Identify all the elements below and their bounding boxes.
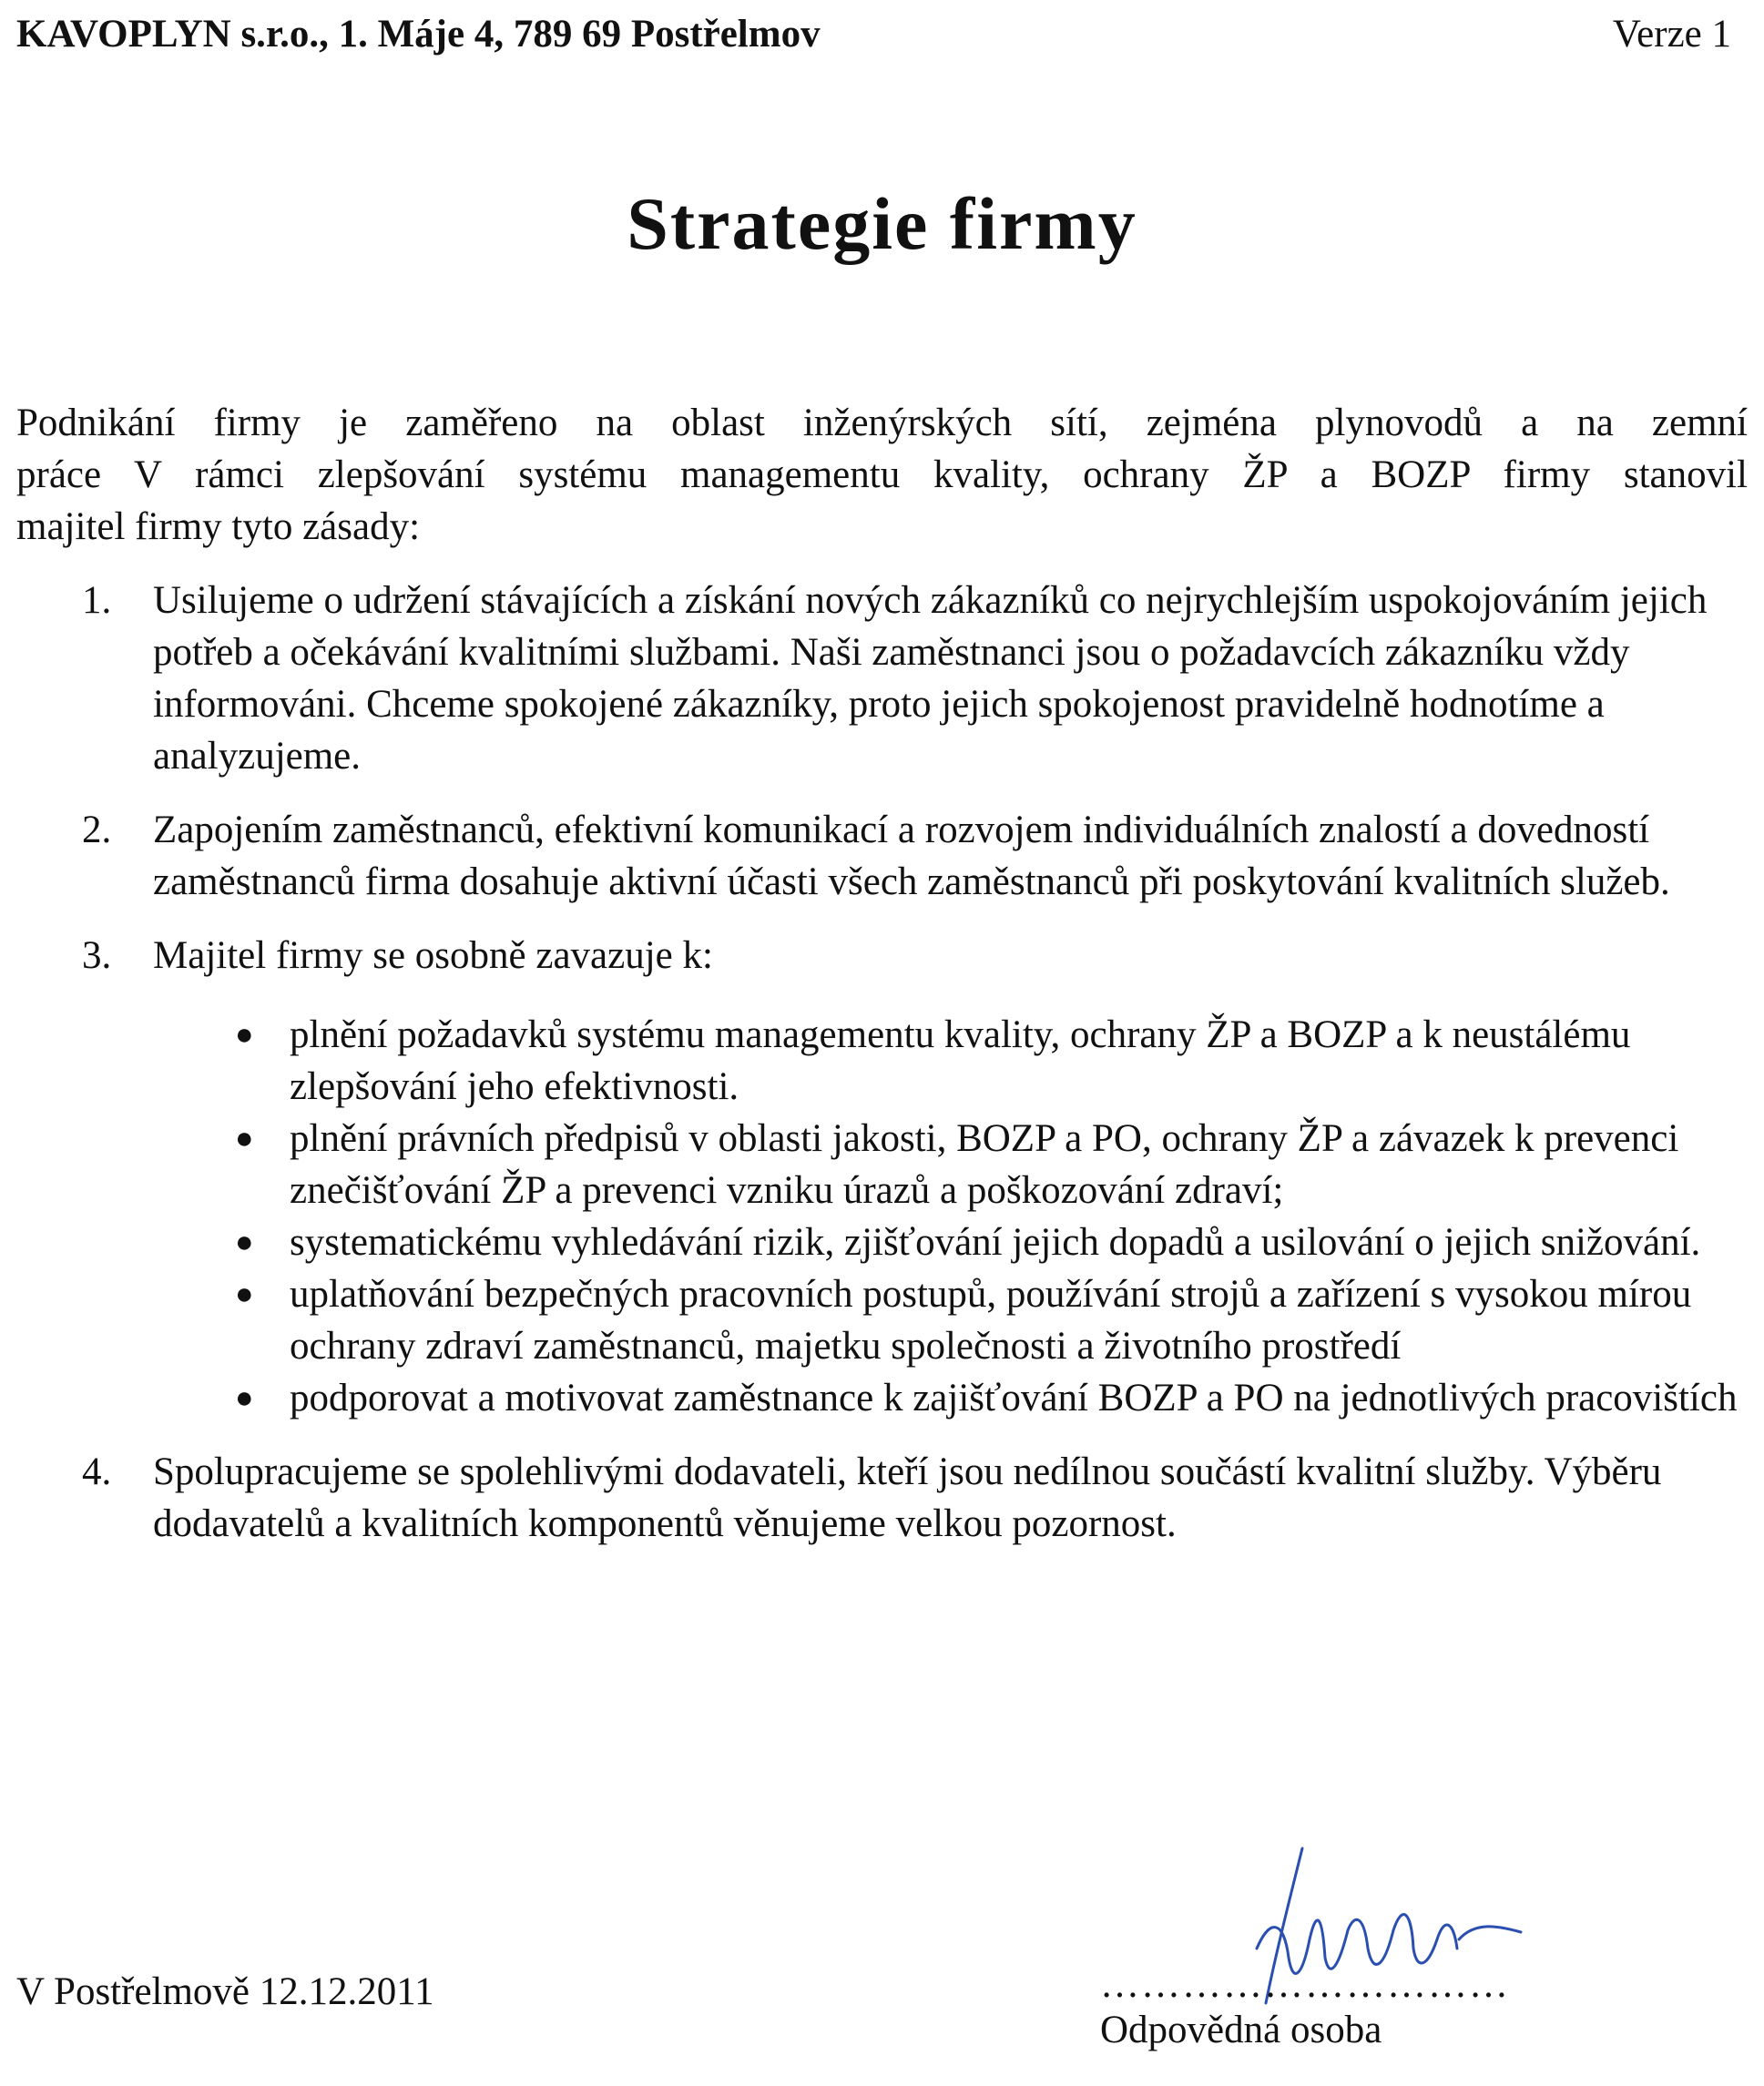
- commitment-item: [153, 1216, 1748, 1268]
- bullet-icon: ●: [235, 1226, 254, 1259]
- commitment-text: plnění právních předpisů v oblasti jakosti, BOZP a PO, ochrany ŽP a závazek k prevenci znečišťování ŽP a prevenci vzniku úrazů a poškozování zdraví;: [290, 1117, 1679, 1212]
- commitment-item: [153, 1268, 1748, 1372]
- bullet-icon: ●: [235, 1381, 254, 1415]
- principle-text: Spolupracujeme se spolehlivými dodavateli, kteří jsou nedílnou součástí kvalitní služby. Výběru dodavatelů a kvalitních komponentů věnujeme velkou pozornost.: [153, 1450, 1662, 1545]
- signature-line: …………………………: [1100, 1963, 1510, 2006]
- intro-line: majitel firmy tyto zásady:: [16, 505, 421, 548]
- intro-line: Podnikání firmy je zaměřeno na oblast inženýrských sítí, zejména plynovodů a na zemní: [16, 402, 1748, 444]
- commitment-text: podporovat a motivovat zaměstnance k zajišťování BOZP a PO na jednotlivých pracovištích: [290, 1377, 1738, 1419]
- principle-item: [16, 575, 1748, 782]
- place-and-date: V Postřelmově 12.12.2011: [16, 1970, 434, 2013]
- page-title: Strategie firmy: [627, 182, 1137, 265]
- commitment-item: [153, 1009, 1748, 1113]
- company-address: KAVOPLYN s.r.o., 1. Máje 4, 789 69 Postřelmov: [16, 13, 821, 56]
- commitments-list: [153, 1009, 1748, 1424]
- responsible-person-label: Odpovědná osoba: [1100, 2009, 1382, 2051]
- principles-list: [16, 575, 1748, 1550]
- bullet-icon: ●: [235, 1122, 254, 1155]
- principle-item: [16, 930, 1748, 1424]
- commitment-text: uplatňování bezpečných pracovních postupů, používání strojů a zařízení s vysokou mírou ochrany zdraví zaměstnanců, majetku společnosti a životního prostředí: [290, 1273, 1692, 1368]
- principle-text: Majitel firmy se osobně zavazuje k:: [153, 934, 713, 977]
- version-label: Verze 1: [1612, 13, 1731, 56]
- principle-number: 2.: [82, 809, 112, 851]
- bullet-icon: ●: [235, 1018, 254, 1052]
- intro-line: práce V rámci zlepšování systému managementu kvality, ochrany ŽP a BOZP firmy stanovil: [16, 453, 1748, 496]
- commitment-text: plnění požadavků systému managementu kvality, ochrany ŽP a BOZP a k neustálému zlepšování jeho efektivnosti.: [290, 1013, 1631, 1108]
- document-body: [16, 397, 1748, 1572]
- commitment-text: systematickému vyhledávání rizik, zjišťování jejich dopadů a usilování o jejich snižování.: [290, 1221, 1701, 1264]
- document-header: [16, 7, 1731, 62]
- bullet-icon: ●: [235, 1277, 254, 1311]
- commitment-item: [153, 1372, 1748, 1424]
- principle-number: 1.: [82, 579, 112, 622]
- principle-text: Zapojením zaměstnanců, efektivní komunikací a rozvojem individuálních znalostí a dovedností zaměstnanců firma dosahuje aktivní účasti všech zaměstnanců při poskytování kvalitních služeb.: [153, 809, 1670, 903]
- principle-item: [16, 804, 1748, 908]
- commitment-item: [153, 1113, 1748, 1216]
- principle-item: [16, 1446, 1748, 1550]
- principle-text: Usilujeme o udržení stávajících a získání nových zákazníků co nejrychlejším uspokojováním jejich potřeb a očekávání kvalitními službami. Naši zaměstnanci jsou o požadavcích zákazníku vždy informováni. Chceme spokojené zákazníky, proto jejich spokojenost pravidelně hodnotíme a analyzujeme.: [153, 579, 1708, 778]
- principle-number: 4.: [82, 1450, 112, 1493]
- principle-number: 3.: [82, 934, 112, 977]
- intro-paragraph: [16, 397, 1748, 553]
